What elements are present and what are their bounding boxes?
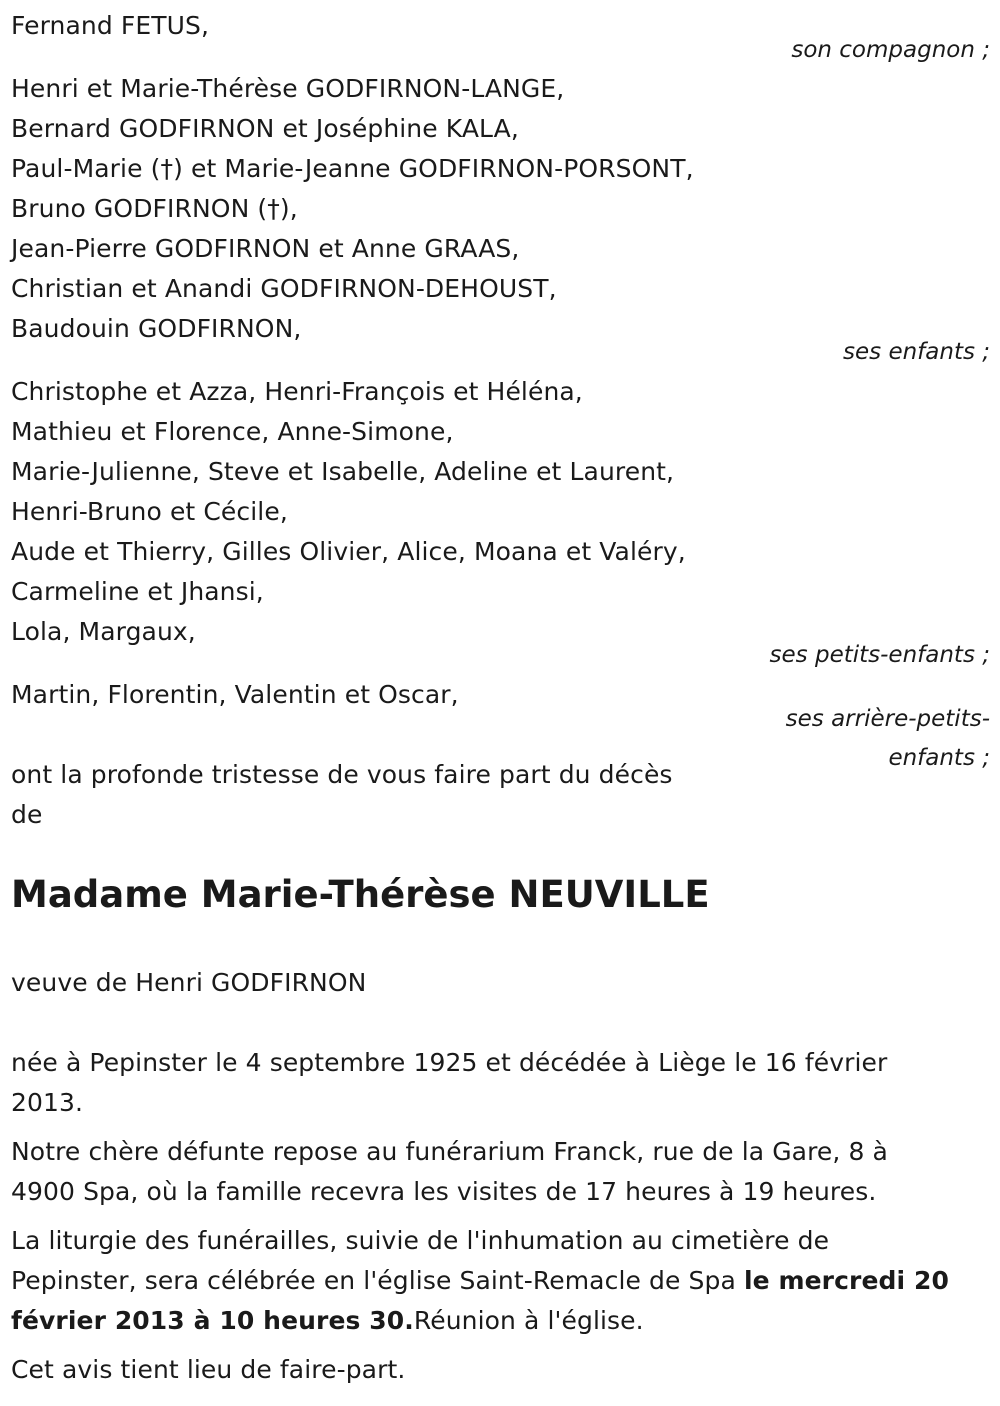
child-line-2: Bernard GODFIRNON et Joséphine KALA, [11,114,519,143]
birth-death-line-1: née à Pepinster le 4 septembre 1925 et décédée à Liège le 16 février [11,1048,888,1077]
child-line-7: Baudouin GODFIRNON, [11,314,302,343]
great-grandchildren-role-line-2: enfants ; [888,745,990,771]
deceased-name: Madame Marie-Thérèse NEUVILLE [11,873,710,916]
child-line-4: Bruno GODFIRNON (†), [11,194,298,223]
child-line-1: Henri et Marie-Thérèse GODFIRNON-LANGE, [11,74,565,103]
grandchild-line-6: Carmeline et Jhansi, [11,577,264,606]
liturgy-line-2-text: Pepinster, sera célébrée en l'église Saint-Remacle de Spa [11,1266,744,1295]
liturgy-date-end: février 2013 à 10 heures 30. [11,1306,414,1335]
grandchild-line-2: Mathieu et Florence, Anne-Simone, [11,417,454,446]
children-role: ses enfants ; [843,339,990,365]
repose-line-1: Notre chère défunte repose au funérarium Franck, rue de la Gare, 8 à [11,1137,888,1166]
liturgy-line-2 [11,1261,949,1301]
companion-name: Fernand FETUS, [11,11,210,40]
grandchildren-role: ses petits-enfants ; [769,642,990,668]
announcement-intro-line-1: ont la profonde tristesse de vous faire part du décès [11,760,673,789]
great-grandchild-line-1: Martin, Florentin, Valentin et Oscar, [11,680,459,709]
announcement-intro-line-2: de [11,800,43,829]
liturgy-line-3-text: Réunion à l'église. [413,1306,644,1335]
child-line-3: Paul-Marie (†) et Marie-Jeanne GODFIRNON-PORSONT, [11,154,694,183]
child-line-6: Christian et Anandi GODFIRNON-DEHOUST, [11,274,557,303]
liturgy-date-start: le mercredi 20 [743,1266,949,1295]
grandchild-line-5: Aude et Thierry, Gilles Olivier, Alice, Moana et Valéry, [11,537,686,566]
great-grandchildren-role-line-1: ses arrière-petits- [785,706,990,732]
grandchild-line-7: Lola, Margaux, [11,617,196,646]
widow-of: veuve de Henri GODFIRNON [11,968,367,997]
liturgy-line-1: La liturgie des funérailles, suivie de l'inhumation au cimetière de [11,1226,830,1255]
grandchild-line-4: Henri-Bruno et Cécile, [11,497,288,526]
companion-role: son compagnon ; [791,37,990,63]
grandchild-line-1: Christophe et Azza, Henri-François et Héléna, [11,377,583,406]
repose-line-2: 4900 Spa, où la famille recevra les visites de 17 heures à 19 heures. [11,1177,877,1206]
birth-death-line-2: 2013. [11,1088,84,1117]
closing-note: Cet avis tient lieu de faire-part. [11,1355,406,1384]
liturgy-line-3 [11,1301,644,1341]
child-line-5: Jean-Pierre GODFIRNON et Anne GRAAS, [11,234,520,263]
grandchild-line-3: Marie-Julienne, Steve et Isabelle, Adeline et Laurent, [11,457,675,486]
